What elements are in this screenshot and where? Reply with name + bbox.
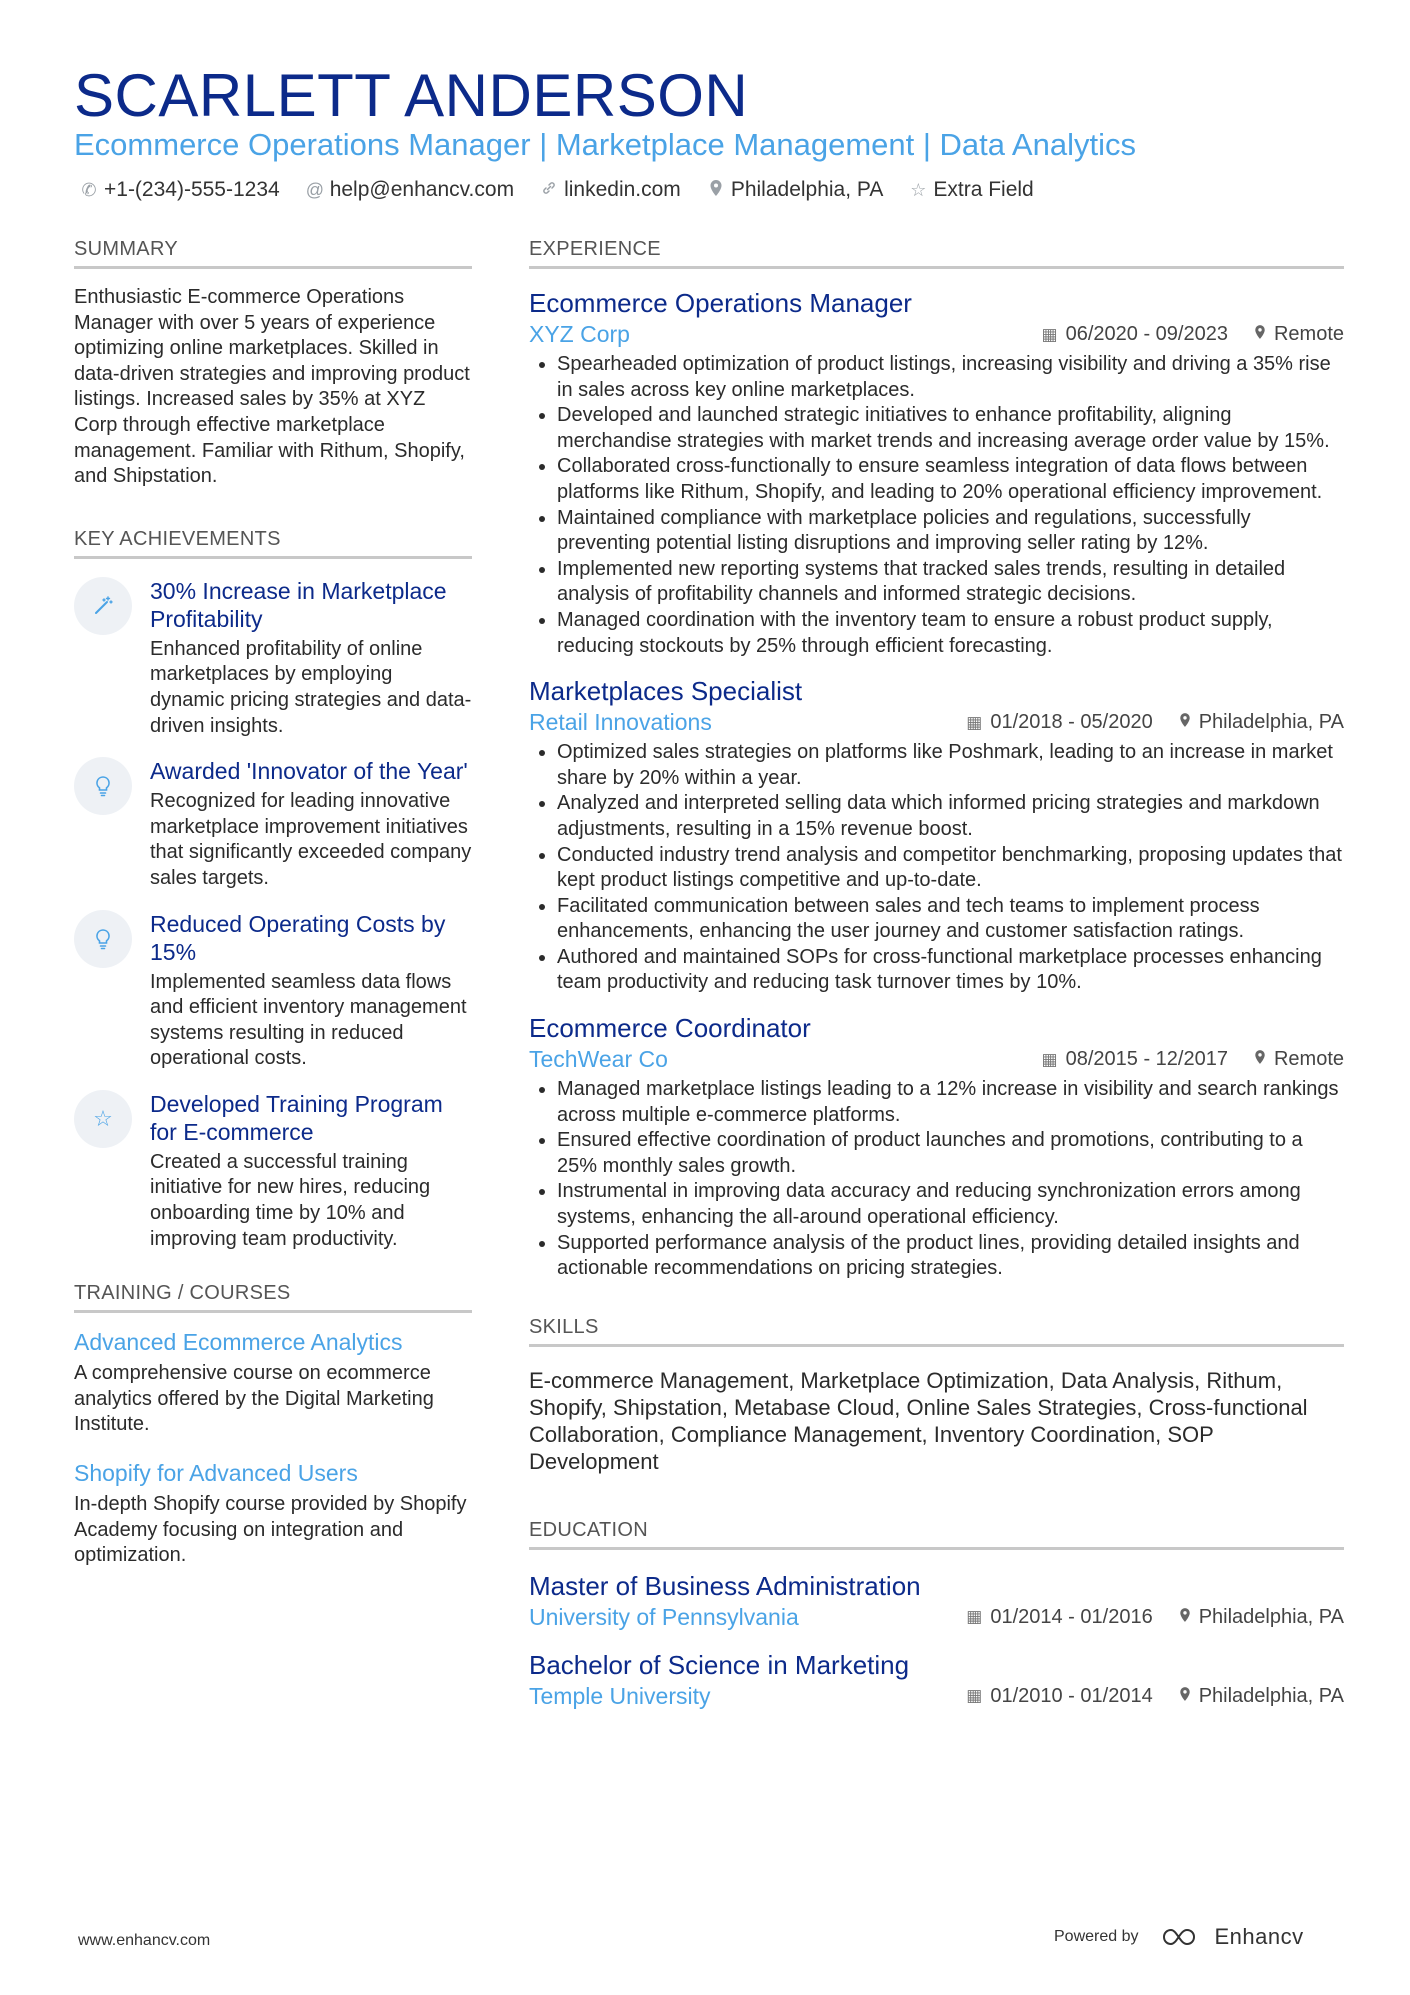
- achievement-desc: Created a successful training initiative for new hires, reducing onboarding time by 10% and improving team productivity.: [150, 1150, 431, 1250]
- education-title: EDUCATION: [529, 1519, 1344, 1550]
- achievement-desc: Implemented seamless data flows and efficient inventory management systems resulting in reduced operational costs.: [150, 970, 467, 1070]
- job-dates: 01/2018 - 05/2020: [990, 711, 1153, 734]
- brand-logo[interactable]: [1161, 1924, 1304, 1950]
- achievement-item: [74, 577, 472, 739]
- candidate-name: SCARLETT ANDERSON: [74, 62, 749, 129]
- job-dates: 08/2015 - 12/2017: [1065, 1048, 1228, 1071]
- course-desc: In-depth Shopify course provided by Shopify Academy focusing on integration and optimization.: [74, 1493, 467, 1567]
- job-bullet: • Implemented new reporting systems that tracked sales trends, resulting in detailed analysis of profitability channels and informed strategic decisions.: [557, 557, 1344, 608]
- achievement-desc: Enhanced profitability of online marketplaces by employing dynamic pricing strategies and data-driven insights.: [150, 637, 472, 737]
- contact-email-text: help@enhancv.com: [329, 178, 515, 201]
- job-bullet: • Analyzed and interpreted selling data which informed pricing strategies and markdown adjustments, resulting in a 15% revenue boost.: [557, 791, 1344, 842]
- powered-by-text: Powered by: [1054, 1928, 1139, 1945]
- lightbulb-icon: [74, 910, 132, 968]
- achievements-title: KEY ACHIEVEMENTS: [74, 528, 472, 559]
- job-company: Retail Innovations: [529, 709, 712, 736]
- achievement-title: Developed Training Program for E-commerce: [150, 1090, 443, 1145]
- education-dates: 01/2014 - 01/2016: [990, 1605, 1153, 1628]
- job-bullets: [529, 1077, 1344, 1282]
- job-bullet: • Optimized sales strategies on platforms like Poshmark, leading to an increase in market share by 20% within a year.: [557, 740, 1344, 791]
- star-icon: ☆: [910, 179, 927, 200]
- location-pin-icon: [1254, 1049, 1266, 1070]
- summary-section: [74, 238, 472, 490]
- job-company: XYZ Corp: [529, 321, 630, 347]
- contact-linkedin-text: linkedin.com: [564, 178, 681, 201]
- education-dates: 01/2010 - 01/2014: [990, 1684, 1153, 1707]
- job-bullet: • Managed marketplace listings leading to a 12% increase in visibility and search rankings across multiple e-commerce platforms.: [557, 1077, 1344, 1128]
- footer-branding: [1054, 1924, 1304, 1950]
- location-pin-icon: [1179, 712, 1191, 733]
- achievement-title: 30% Increase in Marketplace Profitability: [150, 577, 447, 632]
- link-icon: [540, 180, 558, 201]
- skills-title: SKILLS: [529, 1316, 1344, 1347]
- brand-name: Enhancv: [1214, 1924, 1304, 1949]
- job-title: Marketplaces Specialist: [529, 676, 803, 707]
- contact-phone-text: +1-(234)-555-1234: [104, 178, 280, 201]
- education-entry: [529, 1570, 1344, 1631]
- course-title: Advanced Ecommerce Analytics: [74, 1329, 403, 1356]
- job-bullets: [529, 740, 1344, 996]
- achievement-title: Reduced Operating Costs by 15%: [150, 910, 446, 965]
- job-bullet: • Collaborated cross-functionally to ensure seamless integration of data flows between platforms like Rithum, Shopify, and leading to 20% operational efficiency improvement.: [557, 454, 1344, 505]
- lightbulb-icon: [74, 757, 132, 815]
- summary-title: SUMMARY: [74, 238, 472, 269]
- achievement-desc: Recognized for leading innovative marketplace improvement initiatives that significantly exceeded company sales targets.: [150, 790, 472, 889]
- skills-text: E-commerce Management, Marketplace Optimization, Data Analysis, Rithum, Shopify, Shipstation, Metabase Cloud, Online Sales Strategies, Cross-functional Collaboration, Compliance Management, Inventory Coordination, SOP Development: [529, 1367, 1308, 1474]
- achievements-section: [74, 528, 472, 1253]
- footer-website[interactable]: www.enhancv.com: [78, 1932, 211, 1949]
- job-entry: [529, 287, 1344, 659]
- job-location: Remote: [1273, 323, 1344, 345]
- left-column: [74, 238, 472, 1589]
- education-entry: [529, 1649, 1344, 1710]
- job-bullet: • Conducted industry trend analysis and competitor benchmarking, proposing updates that kept product listings competitive and up-to-date.: [557, 843, 1344, 894]
- at-icon: @: [305, 179, 324, 200]
- degree-title: Master of Business Administration: [529, 1570, 921, 1601]
- calendar-icon: ▦: [1041, 1049, 1058, 1069]
- achievement-title: Awarded 'Innovator of the Year': [150, 758, 468, 785]
- contact-email[interactable]: [306, 178, 514, 202]
- training-title: TRAINING / COURSES: [74, 1282, 472, 1313]
- job-bullet: • Ensured effective coordination of product launches and promotions, contributing to a 25% monthly sales growth.: [557, 1128, 1344, 1179]
- right-column: [529, 238, 1344, 1726]
- job-company: TechWear Co: [529, 1046, 668, 1073]
- job-bullet: • Spearheaded optimization of product listings, increasing visibility and driving a 35% rise in sales across key online marketplaces.: [557, 352, 1344, 403]
- job-bullet: • Managed coordination with the inventory team to ensure a robust product supply, reducing stockouts by 25% through efficient forecasting.: [557, 608, 1344, 659]
- course-item: [74, 1327, 472, 1438]
- candidate-headline: Ecommerce Operations Manager | Marketplace Management | Data Analytics: [74, 127, 1136, 162]
- job-bullet: • Authored and maintained SOPs for cross-functional marketplace processes enhancing team productivity and reducing task turnover times by 10%.: [557, 945, 1344, 996]
- job-bullet: • Supported performance analysis of the product lines, providing detailed insights and actionable recommendations on pricing strategies.: [557, 1231, 1344, 1282]
- job-bullet: • Developed and launched strategic initiatives to enhance profitability, aligning merchandise strategies with market trends and increasing average order value by 15%.: [557, 403, 1344, 454]
- education-location: Philadelphia, PA: [1198, 1684, 1344, 1707]
- location-pin-icon: [1179, 1607, 1191, 1628]
- calendar-icon: ▦: [966, 1686, 983, 1706]
- education-section: [529, 1519, 1344, 1710]
- calendar-icon: ▦: [1041, 324, 1058, 344]
- achievement-item: [74, 910, 472, 1072]
- calendar-icon: ▦: [966, 712, 983, 732]
- job-bullet: • Maintained compliance with marketplace policies and regulations, successfully preventing potential listing disruptions and improving seller rating by 12%.: [557, 506, 1344, 557]
- job-bullets: [529, 352, 1344, 659]
- enhancv-logo-icon: [1161, 1926, 1207, 1948]
- job-location: Remote: [1273, 1048, 1344, 1071]
- achievement-item: [74, 757, 472, 891]
- contact-extra-text: Extra Field: [933, 178, 1034, 201]
- job-title: Ecommerce Coordinator: [529, 1013, 811, 1044]
- location-pin-icon: [1254, 324, 1266, 345]
- job-entry: [529, 1012, 1344, 1282]
- skills-section: [529, 1316, 1344, 1475]
- job-location: Philadelphia, PA: [1198, 711, 1344, 734]
- job-entry: [529, 675, 1344, 996]
- course-item: [74, 1458, 472, 1569]
- school-name: Temple University: [529, 1682, 711, 1709]
- job-bullet: • Facilitated communication between sales and tech teams to implement process enhancements, enhancing the user journey and customer satisfaction ratings.: [557, 894, 1344, 945]
- star-icon: ☆: [74, 1090, 132, 1148]
- training-section: [74, 1282, 472, 1569]
- contact-bar: [80, 178, 1034, 202]
- magic-wand-icon: [74, 577, 132, 635]
- contact-extra: [909, 178, 1033, 202]
- location-pin-icon: [707, 179, 725, 202]
- education-location: Philadelphia, PA: [1198, 1605, 1344, 1628]
- summary-text: Enthusiastic E-commerce Operations Manager with over 5 years of experience optimizing online marketplaces. Skilled in data-driven strategies and improving product listings. Increased sales by 35% at XYZ Corp through effective marketplace management. Familiar with Rithum, Shopify, and Shipstation.: [74, 286, 470, 488]
- job-title: Ecommerce Operations Manager: [529, 288, 912, 318]
- job-bullet: • Instrumental in improving data accuracy and reducing synchronization errors among systems, enhancing the all-around operational efficiency.: [557, 1179, 1344, 1230]
- contact-location-text: Philadelphia, PA: [730, 178, 884, 201]
- course-desc: A comprehensive course on ecommerce analytics offered by the Digital Marketing Institute.: [74, 1362, 434, 1436]
- calendar-icon: ▦: [966, 1607, 983, 1627]
- job-dates: 06/2020 - 09/2023: [1065, 323, 1228, 345]
- experience-section: [529, 238, 1344, 1282]
- contact-linkedin[interactable]: [540, 178, 681, 202]
- phone-icon: ✆: [81, 179, 97, 200]
- school-name: University of Pennsylvania: [529, 1603, 799, 1630]
- achievement-item: [74, 1090, 472, 1252]
- contact-location: [707, 178, 884, 202]
- degree-title: Bachelor of Science in Marketing: [529, 1649, 910, 1680]
- location-pin-icon: [1179, 1686, 1191, 1707]
- experience-title: EXPERIENCE: [529, 238, 1344, 269]
- contact-phone[interactable]: [80, 178, 280, 202]
- course-title: Shopify for Advanced Users: [74, 1460, 358, 1487]
